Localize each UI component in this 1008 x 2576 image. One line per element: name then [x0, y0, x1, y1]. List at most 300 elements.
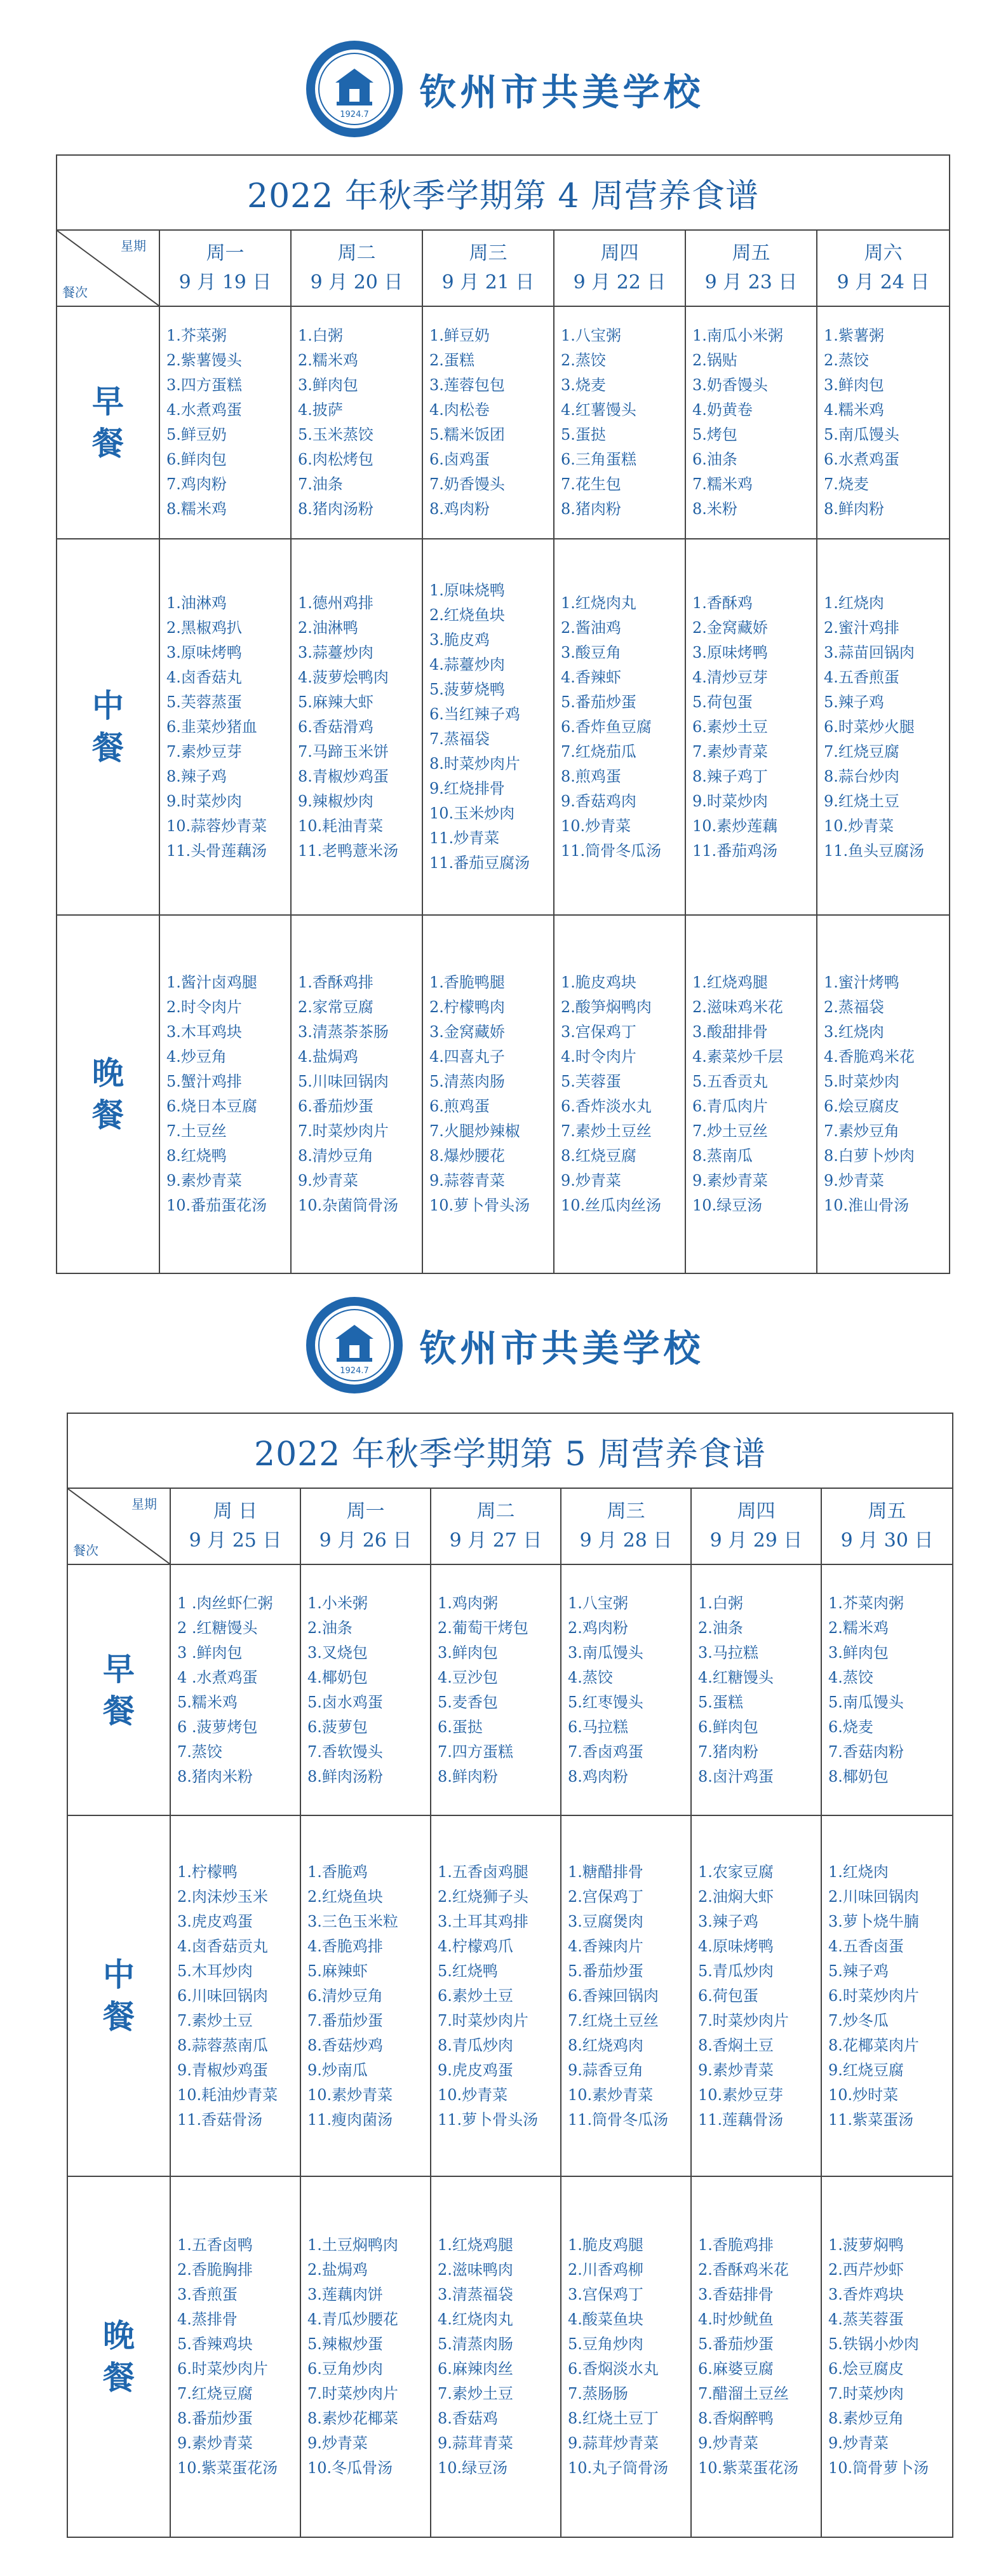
dish-item: 2.酸笋焖鸭肉 [561, 998, 652, 1016]
dish-item: 9.蒜茸炒青菜 [568, 2434, 659, 2452]
dish-item: 1.香酥鸡 [692, 593, 753, 612]
dish-item: 7.时菜炒肉 [828, 2385, 904, 2403]
dish-item: 8.椰奶包 [828, 1767, 889, 1786]
dish-item: 8.鲜肉粉 [438, 1767, 498, 1786]
dish-list [828, 1591, 952, 1789]
dish-item: 5.南瓜馒头 [824, 426, 899, 444]
dish-item: 9.炒青菜 [828, 2434, 889, 2452]
dish-item: 3.萝卜烧牛腩 [828, 1912, 919, 1930]
dish-item: 1.五香卤鸡腿 [438, 1862, 528, 1881]
dish-item: 6.香焖淡水丸 [568, 2360, 659, 2378]
dish-item: 7.红烧豆腐 [824, 742, 899, 761]
dish-item: 8.香焖土豆 [698, 2036, 774, 2054]
dish-item: 10.素炒莲藕 [692, 817, 778, 835]
dish-item: 3.鲜肉包 [438, 1643, 498, 1662]
dish-item: 2.鸡肉粉 [568, 1618, 628, 1637]
dish-item: 3.红烧肉 [824, 1023, 884, 1041]
dish-item: 6.三角蛋糕 [561, 451, 636, 468]
dish-item: 5.清蒸肉肠 [438, 2335, 513, 2353]
dish-item: 6.素炒土豆 [438, 1986, 513, 2005]
corner-weekday-label: 星期 [131, 1496, 157, 1512]
dish-item: 1.脆皮鸡块 [561, 973, 636, 991]
dish-item: 10.紫菜蛋花汤 [177, 2459, 278, 2477]
dish-item: 5.时菜炒肉 [824, 1073, 899, 1090]
dish-item: 8.清炒豆角 [298, 1147, 373, 1165]
dish-list [828, 2233, 952, 2481]
dish-item: 5.麻辣大虾 [298, 693, 373, 711]
dish-item: 3.脆皮鸡 [429, 631, 490, 649]
dish-list [561, 970, 685, 1218]
dish-item: 6.麻婆豆腐 [698, 2360, 774, 2378]
menu-cell [159, 539, 291, 915]
meal-label: 早 餐 [67, 1564, 170, 1815]
dish-item: 8.青瓜炒肉 [438, 2036, 513, 2054]
dish-item: 2.香脆胸排 [177, 2261, 253, 2279]
dish-item: 3.香菇排骨 [698, 2286, 774, 2303]
dish-item: 8.辣子鸡 [166, 767, 227, 785]
menu-cell [170, 2176, 300, 2537]
dish-item: 5.麻辣虾 [307, 1962, 368, 1980]
dish-item: 2 .红糖馒头 [177, 1618, 258, 1637]
dish-item: 4.盐焗鸡 [298, 1048, 358, 1066]
dish-item: 4.卤香菇贡丸 [177, 1937, 268, 1955]
menu-cell [300, 1564, 431, 1815]
menu-cell [561, 2176, 691, 2537]
day-date: 9 月 28 日 [579, 1529, 673, 1552]
menu-title: 2022 年秋季学期第 5 周营养食谱 [67, 1413, 953, 1488]
dish-item: 3.金窝藏娇 [429, 1023, 505, 1041]
dish-item: 5.辣椒炒蛋 [307, 2335, 383, 2353]
dish-item: 4.四喜丸子 [429, 1048, 505, 1066]
dish-item: 4.炒豆角 [166, 1048, 227, 1066]
dish-list [824, 591, 949, 864]
dish-list [307, 1860, 430, 2132]
dish-item: 9.素炒青菜 [166, 1172, 242, 1190]
dish-item: 5.荷包蛋 [692, 693, 753, 711]
dish-item: 7.马蹄玉米饼 [298, 742, 389, 761]
dish-item: 4.香脆鸡排 [307, 1937, 383, 1955]
dish-item: 3.土耳其鸡排 [438, 1912, 528, 1930]
dish-item: 3.原味烤鸭 [166, 643, 242, 661]
dish-item: 1.南瓜小米粥 [692, 327, 783, 344]
school-header [0, 35, 1008, 143]
day-name: 周五 [868, 1500, 906, 1522]
dish-item: 10.丝瓜肉丝汤 [561, 1196, 662, 1214]
school-name: 钦州市共美学校 [419, 1327, 704, 1370]
dish-list [568, 1591, 690, 1789]
dish-item: 6.川味回锅肉 [177, 1986, 268, 2005]
dish-item: 8.红烧土豆丁 [568, 2410, 659, 2427]
dish-item: 10.炒青菜 [438, 2085, 508, 2104]
dish-item: 2.油淋鸭 [298, 618, 358, 637]
dish-item: 5.芙蓉蛋 [561, 1073, 621, 1090]
dish-item: 1.紫薯粥 [824, 327, 884, 344]
dish-item: 7.香菇肉粉 [828, 1742, 904, 1761]
dish-item: 4.菠萝烩鸭肉 [298, 668, 389, 686]
dish-item: 6.豆角炒肉 [307, 2360, 383, 2378]
day-date: 9 月 21 日 [441, 271, 535, 294]
dish-item: 10.丸子筒骨汤 [568, 2459, 669, 2477]
dish-item: 3.辣子鸡 [698, 1912, 758, 1930]
dish-list [438, 1591, 560, 1789]
dish-item: 10.耗油炒青菜 [177, 2085, 278, 2104]
dish-item: 3.虎皮鸡蛋 [177, 1912, 253, 1930]
dish-item: 2.滋味鸭肉 [438, 2261, 513, 2279]
dish-item: 5.香辣鸡块 [177, 2335, 253, 2353]
dish-item: 7.醋溜土豆丝 [698, 2385, 789, 2403]
school-emblem-icon [304, 38, 405, 140]
meal-row-dinner [57, 915, 950, 1273]
dish-item: 10.素炒青菜 [568, 2085, 654, 2104]
dish-item: 2.油焖大虾 [698, 1887, 774, 1906]
dish-item: 9.炒南瓜 [307, 2061, 368, 2079]
dish-item: 2.川味回锅肉 [828, 1887, 919, 1906]
dish-item: 5.玉米蒸饺 [298, 426, 373, 444]
dish-item: 7.素炒豆角 [824, 1122, 899, 1140]
dish-item: 4.红糖馒头 [698, 1668, 774, 1686]
dish-list [298, 323, 422, 522]
dish-item: 5.番茄炒蛋 [698, 2335, 774, 2353]
dish-list [166, 591, 290, 864]
menu-cell [291, 539, 422, 915]
dish-item: 8.花椰菜肉片 [828, 2036, 919, 2054]
dish-item: 8.红烧豆腐 [561, 1147, 636, 1165]
dish-item: 5.清蒸肉肠 [429, 1073, 505, 1090]
dish-item: 1.香脆鸡排 [698, 2236, 774, 2254]
menu-cell [422, 915, 554, 1273]
dish-list [307, 2233, 430, 2481]
dish-item: 10.炒时菜 [828, 2085, 899, 2104]
dish-item: 1.红烧肉丸 [561, 593, 636, 612]
dish-item: 6.菠萝包 [307, 1718, 368, 1736]
meal-label: 晚 餐 [57, 915, 159, 1273]
dish-item: 4.豆沙包 [438, 1668, 498, 1686]
dish-list [438, 2233, 560, 2481]
dish-item: 9.红烧排骨 [429, 780, 505, 797]
dish-list [177, 1860, 300, 2132]
dish-item: 3.木耳鸡块 [166, 1023, 242, 1041]
dish-item: 7.炒土豆丝 [692, 1122, 768, 1140]
dish-item: 1.芥菜肉粥 [828, 1594, 904, 1612]
dish-item: 7.时菜炒肉片 [307, 2385, 398, 2403]
dish-item: 4.蒸芙蓉蛋 [828, 2310, 904, 2328]
meal-row-lunch [57, 539, 950, 915]
dish-item: 4.红薯馒头 [561, 401, 636, 419]
dish-item: 6.麻辣肉丝 [438, 2360, 513, 2378]
day-header [561, 1488, 691, 1564]
menu-cell [821, 2176, 953, 2537]
dish-list [698, 2233, 821, 2481]
dish-list [824, 970, 949, 1218]
dish-item: 9.时菜炒肉 [692, 792, 768, 810]
day-date: 9 月 25 日 [189, 1529, 282, 1552]
dish-item: 4.酸菜鱼块 [568, 2310, 643, 2328]
dish-item: 5.芙蓉蒸蛋 [166, 693, 242, 711]
day-header [300, 1488, 431, 1564]
dish-item: 11.头骨莲藕汤 [166, 841, 267, 860]
dish-item: 8.素炒豆角 [828, 2410, 904, 2427]
day-name: 周一 [206, 242, 245, 264]
dish-item: 7.香软馒头 [307, 1742, 383, 1761]
dish-list [698, 1591, 821, 1789]
day-name: 周三 [607, 1500, 645, 1522]
dish-item: 6.烧日本豆腐 [166, 1097, 257, 1115]
school-header [0, 1291, 1008, 1399]
dish-item: 5.五香贡丸 [692, 1073, 768, 1090]
dish-list [166, 970, 290, 1218]
corner-meal-label: 餐次 [73, 1543, 98, 1558]
dish-item: 8.素炒花椰菜 [307, 2410, 398, 2427]
dish-item: 5.豆角炒肉 [568, 2335, 643, 2353]
dish-item: 1.红烧肉 [828, 1862, 889, 1881]
day-date: 9 月 24 日 [837, 271, 930, 294]
dish-item: 3.蒜苗回锅肉 [824, 643, 915, 661]
dish-item: 8.米粉 [692, 500, 737, 518]
dish-item: 6.蛋挞 [438, 1718, 483, 1736]
dish-item: 8.爆炒腰花 [429, 1147, 505, 1165]
dish-item: 1.原味烧鸭 [429, 581, 505, 599]
dish-item: 5.糯米鸡 [177, 1693, 238, 1711]
dish-item: 4.清炒豆芽 [692, 668, 768, 686]
dish-item: 8.红烧鸡肉 [568, 2036, 643, 2054]
dish-item: 9.炒青菜 [561, 1172, 621, 1190]
dish-item: 6.番茄炒蛋 [298, 1097, 373, 1115]
dish-item: 1.红烧鸡腿 [692, 973, 768, 991]
dish-list [177, 1591, 300, 1789]
dish-item: 9.时菜炒肉 [166, 792, 242, 810]
menu-cell [300, 2176, 431, 2537]
dish-item: 3.香炸鸡块 [828, 2286, 904, 2303]
dish-item: 5.菠萝烧鸭 [429, 681, 505, 698]
dish-item: 9.虎皮鸡蛋 [438, 2061, 513, 2079]
dish-item: 2.家常豆腐 [298, 998, 373, 1016]
menu-cell [685, 915, 817, 1273]
dish-item: 2.蒸饺 [824, 351, 869, 369]
dish-item: 5.番茄炒蛋 [561, 693, 636, 711]
dish-item: 8.辣子鸡丁 [692, 767, 768, 785]
dish-item: 4.香脆鸡米花 [824, 1048, 915, 1066]
menu-cell [170, 1815, 300, 2176]
dish-item: 3.马拉糕 [698, 1643, 758, 1662]
dish-item: 11.鱼头豆腐汤 [824, 841, 925, 860]
day-name: 周二 [476, 1500, 515, 1522]
dish-item: 9.素炒青菜 [692, 1172, 768, 1190]
dish-item: 11.番茄鸡汤 [692, 841, 778, 860]
dish-item: 2.宫保鸡丁 [568, 1887, 643, 1906]
dish-item: 3.酸甜排骨 [692, 1023, 768, 1041]
dish-item: 6.煎鸡蛋 [429, 1097, 490, 1115]
dish-item: 6.烩豆腐皮 [828, 2360, 904, 2378]
dish-item: 1.酱汁卤鸡腿 [166, 973, 257, 991]
dish-item: 8.时菜炒肉片 [429, 755, 520, 773]
menu-title: 2022 年秋季学期第 4 周营养食谱 [57, 155, 950, 230]
dish-item: 3.宫保鸡丁 [568, 2286, 643, 2303]
dish-item: 1.白粥 [298, 327, 343, 344]
dish-item: 3.鲜肉包 [828, 1643, 889, 1662]
dish-item: 11.老鸭薏米汤 [298, 841, 399, 860]
dish-item: 11.瘦肉菌汤 [307, 2110, 393, 2129]
dish-item: 3.三色玉米粒 [307, 1912, 398, 1930]
dish-item: 6 .菠萝烤包 [177, 1718, 258, 1736]
dish-item: 8.糯米鸡 [166, 500, 227, 518]
dish-item: 2.蒸福袋 [824, 998, 884, 1016]
menu-cell [561, 1564, 691, 1815]
dish-item: 9.红烧豆腐 [828, 2061, 904, 2079]
dish-item: 2.香酥鸡米花 [698, 2261, 789, 2279]
dish-item: 9.蒜蓉青菜 [429, 1172, 505, 1190]
menu-cell [691, 2176, 821, 2537]
emblem-year: 1924.7 [340, 110, 370, 119]
menu-cell [554, 915, 685, 1273]
dish-list [166, 323, 290, 522]
day-header [431, 1488, 561, 1564]
day-header [159, 230, 291, 306]
dish-item: 10.筒骨萝卜汤 [828, 2459, 929, 2477]
dish-item: 1.蜜汁烤鸭 [824, 973, 899, 991]
dish-item: 4.五香煎蛋 [824, 668, 899, 686]
dish-item: 7.素炒豆芽 [166, 742, 242, 761]
dish-item: 7.红烧茄瓜 [561, 742, 636, 761]
dish-item: 3.南瓜馒头 [568, 1643, 643, 1662]
day-header [291, 230, 422, 306]
dish-item: 4.蒸排骨 [177, 2310, 238, 2328]
dish-item: 2.蒸饺 [561, 351, 606, 369]
dish-item: 5.鲜豆奶 [166, 426, 227, 444]
dish-item: 5.青瓜炒肉 [698, 1962, 774, 1980]
dish-item: 9.青椒炒鸡蛋 [177, 2061, 268, 2079]
dish-item: 5.糯米饭团 [429, 426, 505, 444]
dish-item: 6.马拉糕 [568, 1718, 628, 1736]
dish-item: 4.奶黄卷 [692, 401, 753, 419]
dish-list [298, 591, 422, 864]
day-date: 9 月 26 日 [319, 1529, 412, 1552]
dish-item: 4.水煮鸡蛋 [166, 401, 242, 419]
dish-item: 2.油条 [307, 1618, 353, 1637]
dish-item: 5.南瓜馒头 [828, 1693, 904, 1711]
dish-item: 9.蒜香豆角 [568, 2061, 643, 2079]
meal-row-dinner [67, 2176, 953, 2537]
dish-item: 1.小米粥 [307, 1594, 368, 1612]
dish-item: 2.西芹炒虾 [828, 2261, 904, 2279]
menu-cell [561, 1815, 691, 2176]
dish-item: 1.土豆焖鸭肉 [307, 2236, 398, 2254]
dish-list [298, 970, 422, 1218]
school-emblem-icon [304, 1294, 405, 1396]
dish-item: 7.香卤鸡蛋 [568, 1742, 643, 1761]
dish-list [692, 323, 816, 522]
dish-item: 8.青椒炒鸡蛋 [298, 767, 389, 785]
day-date: 9 月 30 日 [840, 1529, 934, 1552]
dish-item: 9.炒青菜 [298, 1172, 358, 1190]
dish-item: 8.鸡肉粉 [429, 500, 490, 518]
dish-item: 6.鲜肉包 [166, 451, 227, 468]
dish-item: 2.红烧鱼块 [307, 1887, 383, 1906]
dish-item: 3.鲜肉包 [824, 376, 884, 394]
dish-item: 1.香酥鸡排 [298, 973, 373, 991]
dish-item: 3 .鲜肉包 [177, 1643, 243, 1662]
menu-cell [431, 1815, 561, 2176]
dish-item: 5.辣子鸡 [824, 693, 884, 711]
dish-item: 4.柠檬鸡爪 [438, 1937, 513, 1955]
dish-item: 4.时炒鱿鱼 [698, 2310, 774, 2328]
dish-item: 6.清炒豆角 [307, 1986, 383, 2005]
dish-item: 4.肉松卷 [429, 401, 490, 419]
menu-cell [300, 1815, 431, 2176]
menu-cell [685, 539, 817, 915]
menu-cell [159, 915, 291, 1273]
menu-cell [431, 2176, 561, 2537]
menu-cell [685, 306, 817, 539]
dish-item: 1.柠檬鸭 [177, 1862, 238, 1881]
dish-item: 10.玉米炒肉 [429, 804, 515, 822]
dish-item: 1.香脆鸡 [307, 1862, 368, 1881]
dish-item: 11.炒青菜 [429, 829, 500, 847]
dish-item: 5.辣子鸡 [828, 1962, 889, 1980]
menu-cell [691, 1564, 821, 1815]
dish-item: 6.烩豆腐皮 [824, 1097, 899, 1115]
dish-item: 9.素炒青菜 [698, 2061, 774, 2079]
dish-item: 6.肉松烤包 [298, 451, 373, 468]
dish-item: 10.番茄蛋花汤 [166, 1196, 267, 1214]
meal-row-breakfast [57, 306, 950, 539]
dish-item: 6.时菜炒肉片 [177, 2360, 268, 2378]
dish-list [429, 970, 553, 1218]
dish-item: 10.萝卜骨头汤 [429, 1196, 530, 1214]
menu-cell [817, 539, 950, 915]
day-header [554, 230, 685, 306]
dish-item: 9.蒜茸青菜 [438, 2434, 513, 2452]
day-name: 周一 [346, 1500, 385, 1522]
dish-item: 7.鸡肉粉 [166, 475, 227, 493]
dish-item: 4.蒜薹炒肉 [429, 656, 505, 674]
day-name: 周三 [469, 242, 507, 264]
dish-item: 7.时菜炒肉片 [438, 2011, 528, 2030]
dish-list [429, 578, 553, 876]
menu-cell [159, 306, 291, 539]
dish-item: 6.时菜炒火腿 [824, 717, 915, 736]
dish-item: 8.鸡肉粉 [568, 1767, 628, 1786]
dish-item: 9.红烧土豆 [824, 792, 899, 810]
dish-item: 2.蛋糕 [429, 351, 474, 369]
dish-item: 2.肉沫炒玉米 [177, 1887, 268, 1906]
meal-row-breakfast [67, 1564, 953, 1815]
dish-item: 5.川味回锅肉 [298, 1073, 389, 1090]
dish-item: 1.八宝粥 [561, 327, 621, 344]
dish-item: 7.番茄炒蛋 [307, 2011, 383, 2030]
corner-weekday-label: 星期 [121, 238, 146, 254]
dish-item: 9.炒青菜 [824, 1172, 884, 1190]
dish-item: 7.猪肉粉 [698, 1742, 758, 1761]
dish-item: 4.香辣虾 [561, 668, 621, 686]
dish-item: 3.四方蛋糕 [166, 376, 242, 394]
dish-item: 2.锅贴 [692, 351, 737, 369]
dish-item: 2.酱油鸡 [561, 618, 621, 637]
dish-item: 6.香菇滑鸡 [298, 717, 373, 736]
dish-item: 7.红烧豆腐 [177, 2385, 253, 2403]
dish-item: 1 .肉丝虾仁粥 [177, 1594, 273, 1612]
dish-item: 8.蒸南瓜 [692, 1147, 753, 1165]
dish-item: 1.香脆鸭腿 [429, 973, 505, 991]
dish-item: 8.猪肉粉 [561, 500, 621, 518]
dish-item: 2.葡萄干烤包 [438, 1618, 528, 1637]
dish-item: 5.红烧鸭 [438, 1962, 498, 1980]
dish-item: 7.土豆丝 [166, 1122, 227, 1140]
day-header [170, 1488, 300, 1564]
emblem-year: 1924.7 [340, 1366, 370, 1376]
dish-item: 3.香煎蛋 [177, 2286, 238, 2303]
dish-list [438, 1860, 560, 2132]
day-date: 9 月 29 日 [709, 1529, 803, 1552]
